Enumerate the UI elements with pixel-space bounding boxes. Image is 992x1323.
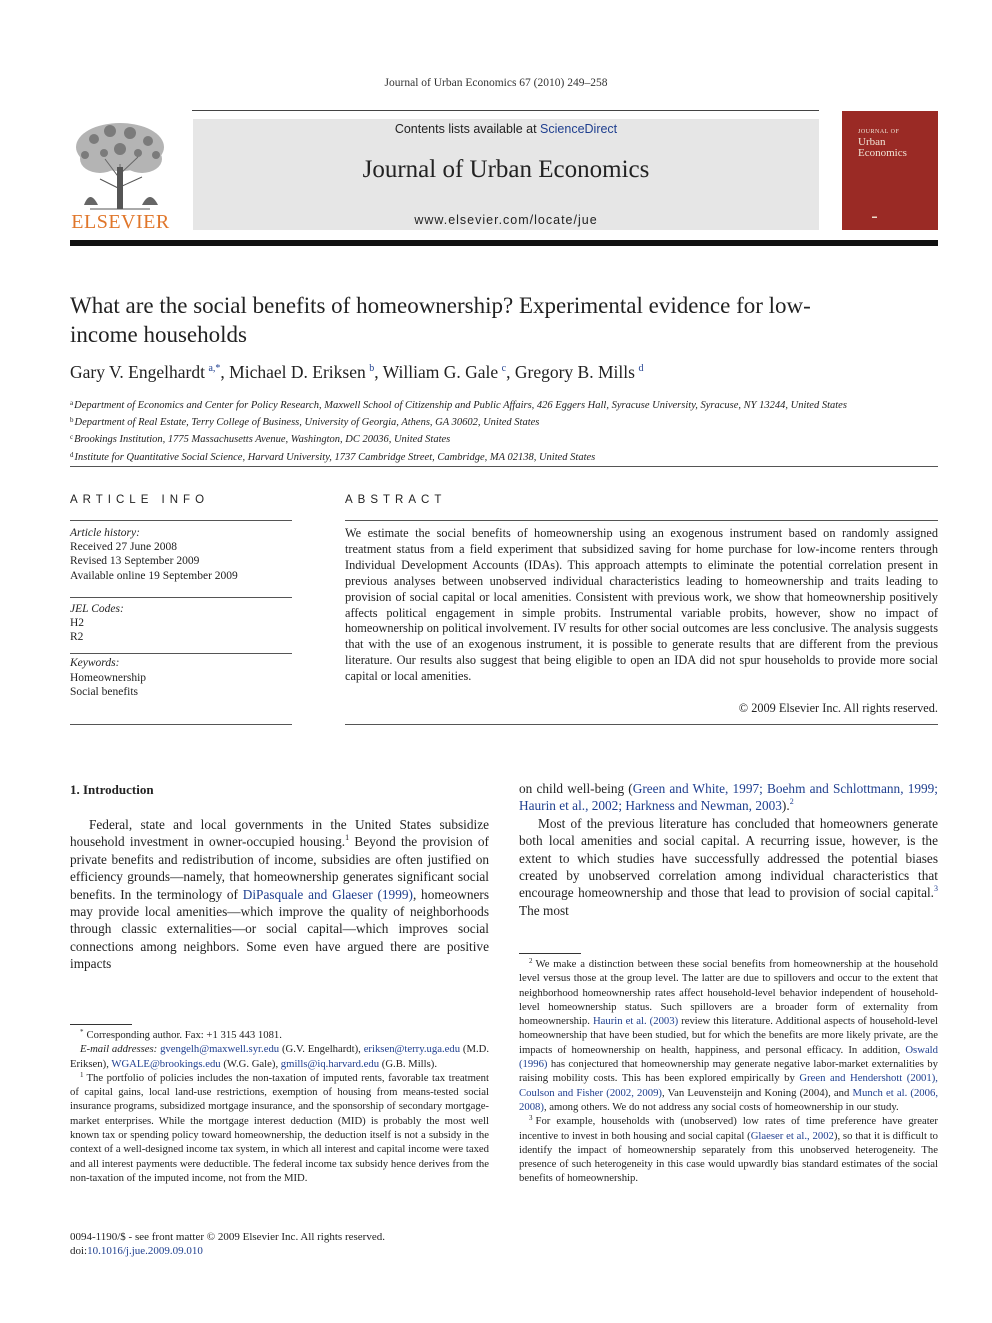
- footnote-3: [519, 1114, 938, 1185]
- citation-link[interactable]: Green and Hendershott (2001), Coulson and Fisher (2002, 2009): [519, 1072, 938, 1099]
- title-divider: [70, 466, 938, 467]
- keyword: Social benefits: [70, 685, 139, 698]
- affiliation-key: d: [70, 450, 74, 459]
- author-affiliation-ref[interactable]: d: [638, 363, 644, 374]
- doi-label: doi:: [70, 1245, 88, 1258]
- cover-title-line2: Economics: [858, 147, 907, 159]
- text-run: on child well-being (: [519, 781, 633, 796]
- author-list: [70, 362, 643, 383]
- journal-citation: Journal of Urban Economics 67 (2010) 249–258: [384, 77, 608, 89]
- contents-line: [193, 122, 819, 136]
- journal-banner: [193, 119, 819, 230]
- email-link[interactable]: gmills@iq.harvard.edu: [280, 1057, 380, 1070]
- footnote-rule-left: [70, 1024, 132, 1025]
- affiliation-d: [70, 448, 938, 465]
- footnote-2: [519, 957, 938, 1114]
- author-name: Michael D. Eriksen: [229, 362, 366, 382]
- text-run: , Van Leuvensteijn and Koning (2004), and: [661, 1086, 853, 1099]
- cover-imprint-mark: ▬: [872, 214, 877, 220]
- email-link[interactable]: WGALE@brookings.edu: [111, 1057, 221, 1070]
- affiliation-text: Institute for Quantitative Social Science, Harvard University, 1737 Cambridge Street, Cambridge, MA 02138, United States: [74, 451, 596, 463]
- info-bottom-rule: [70, 724, 292, 725]
- author-separator: ,: [220, 362, 230, 382]
- doi-line: [70, 1244, 385, 1258]
- email-link[interactable]: gvengelh@maxwell.syr.edu: [160, 1043, 280, 1056]
- section-heading-introduction: 1. Introduction: [70, 782, 154, 797]
- author-affiliation-ref[interactable]: c: [501, 363, 507, 374]
- intro-paragraph-continued: [519, 780, 938, 815]
- article-info-heading: ARTICLE INFO: [70, 494, 210, 506]
- body-right-column: [519, 780, 938, 919]
- text-run: Federal, state and local governments in the United States subsidize household investment in owner-occupied housing.: [70, 817, 489, 850]
- history-revised: Revised 13 September 2009: [70, 555, 200, 568]
- affiliation-text: Department of Economics and Center for Policy Research, Maxwell School of Citizenship and Public Affairs, 426 Eggers Hall, Syracuse University, Syracuse, NY 13244, United States: [74, 400, 847, 411]
- header-rule: [192, 110, 819, 111]
- footnote-rule-right: [519, 953, 581, 954]
- keyword: Homeownership: [70, 671, 147, 684]
- author-affiliation-ref[interactable]: a,*: [208, 363, 221, 374]
- footnote-corresponding: [70, 1028, 489, 1042]
- text-run: , homeowners may provide local amenities—which improve the quality of neighborhoods through classic externalities—or social capital—which improves social connections among neighbors. Some even have argued there are positive impacts: [70, 886, 489, 972]
- text-run: We make a distinction between these social benefits from homeownership at the household level versus those at the group level. The latter are due to spillovers and occur to the extent that neighborhood homeownership rates affect household-level behavior independent of household-level homeownership status. Such spillovers are a broader form of externality from homeownership.: [519, 958, 938, 1028]
- email-link[interactable]: eriksen@terry.uga.edu: [363, 1043, 461, 1056]
- footnote-ref[interactable]: 2: [789, 797, 794, 807]
- jel-label: JEL Codes:: [70, 602, 124, 615]
- abstract-bottom-rule: [345, 724, 938, 725]
- text-run: Corresponding author. Fax: +1 315 443 1081.: [86, 1029, 282, 1041]
- elsevier-tree-icon: [70, 119, 171, 211]
- text-run: Most of the previous literature has concluded that homeowners generate both local amenities and social capital. A recurring issue, however, is the extent to which studies have successfully addressed the potential biases created by unobserved correlation among individual characteristics that encourage homeownership and those that lead to provision of social capital.: [519, 815, 938, 901]
- journal-cover: [842, 111, 938, 230]
- text-run: The most: [519, 902, 569, 918]
- author-name: Gary V. Engelhardt: [70, 362, 205, 382]
- email-owner: (W.G. Gale),: [220, 1057, 281, 1070]
- footnote-1: [70, 1071, 489, 1185]
- jel-code: R2: [70, 631, 84, 644]
- text-run: For example, households with (unobserved) low rates of time preference have greater incentive to invest in both housing and social capital (: [519, 1115, 938, 1142]
- article-info: [70, 526, 292, 699]
- intro-paragraph: [70, 816, 489, 973]
- doi-link[interactable]: 10.1016/j.jue.2009.09.010: [87, 1245, 203, 1258]
- issn-line: 0094-1190/$ - see front matter © 2009 Elsevier Inc. All rights reserved.: [70, 1231, 385, 1243]
- footnote-marker: 2: [529, 957, 533, 965]
- text-run: Beyond the provision of private benefits and redistribution of income, subsidies are often justified on efficiency grounds—namely, that homeownership generates significant social benefits. In the terminology of: [70, 834, 489, 902]
- abstract-heading: ABSTRACT: [345, 494, 447, 506]
- author-separator: ,: [374, 362, 383, 382]
- text-run: review this literature. Additional aspects of household-level homeownership that have been studied, but for which the benefits are more likely private, are the impacts of homeownership on health, happiness, and personal efficacy. In addition,: [519, 1015, 938, 1056]
- cover-small-text: JOURNAL OF: [858, 129, 900, 135]
- history-received: Received 27 June 2008: [70, 541, 177, 554]
- email-owner: (G.B. Mills).: [379, 1057, 437, 1070]
- footnotes-left: [70, 1028, 489, 1185]
- footnote-ref[interactable]: 1: [345, 833, 350, 843]
- citation-link[interactable]: Oswald (1996): [519, 1043, 938, 1071]
- author-name: William G. Gale: [382, 362, 499, 382]
- email-owner: (M.D. Eriksen),: [70, 1043, 490, 1070]
- intro-paragraph: [519, 815, 938, 919]
- journal-url-link[interactable]: www.elsevier.com/locate/jue: [414, 213, 598, 227]
- author-affiliation-ref[interactable]: b: [369, 363, 375, 374]
- footnote-emails: [70, 1042, 489, 1071]
- corresponding-star: *: [80, 1028, 84, 1036]
- keywords-label: Keywords:: [70, 657, 120, 670]
- text-run: has conjectured that homeownership may generate negative labor-market externalities by raising mobility costs. This has been explored empirically by: [519, 1058, 938, 1085]
- publisher-wordmark: ELSEVIER: [71, 211, 170, 233]
- history-label: Article history:: [70, 527, 140, 539]
- sciencedirect-link[interactable]: ScienceDirect: [540, 122, 618, 136]
- cover-title-line1: Urban: [858, 136, 886, 148]
- jel-code: H2: [70, 617, 85, 630]
- footnotes-right: [519, 957, 938, 1186]
- abstract-rule: [345, 520, 938, 521]
- abstract-text: We estimate the social benefits of homeownership using an exogenous instrument based on randomly assigned treatment status from a field experiment that subsidized saving for home purchase for low-income renters through Individual Development Accounts (IDAs). This approach attempts to eliminate the potential correlation present in previous analyses between unobserved individual characteristics leading to homeownership and traits leading to provision of social capital or local amenities. Consistent with previous work, we show that homeownership positively affects political engagement in simple probits. Instrumental variable probits, however, show no impact of homeownership on political involvement. IV results for other social outcomes are less conclusive. The analysis suggests that with the use of an exogenous instrument, it is possible to generate results that are different from the previous literature. Our results also suggest that being eligible to open an IDA did not spur households to provide more social capital or local amenities.: [345, 526, 938, 684]
- author-separator: ,: [506, 362, 515, 382]
- affiliation-b: [70, 413, 938, 430]
- citation-link[interactable]: Munch et al. (2006, 2008): [519, 1086, 939, 1113]
- footnote-marker: 1: [80, 1070, 84, 1079]
- text-run: , among others. We do not address any social costs of homeownership in our study.: [543, 1100, 899, 1113]
- affiliation-a: [70, 396, 938, 413]
- contents-prefix: Contents lists available at: [394, 122, 541, 136]
- affiliations: [70, 396, 938, 465]
- history-online: Available online 19 September 2009: [70, 569, 238, 582]
- info-divider-1: [70, 597, 292, 598]
- citation-link[interactable]: DiPasquale and Glaeser (1999): [242, 886, 413, 902]
- affiliation-key: b: [70, 416, 74, 425]
- footnote-marker: 3: [529, 1114, 533, 1123]
- footnote-ref[interactable]: 3: [934, 884, 938, 894]
- citation-link[interactable]: Green and White, 1997; Boehm and Schlottmann, 1999; Haurin et al., 2002; Harkness and Newman, 2003: [519, 781, 938, 814]
- affiliation-key: c: [70, 433, 74, 442]
- author-name: Gregory B. Mills: [514, 362, 635, 382]
- citation-link[interactable]: Glaeser et al., 2002: [750, 1129, 834, 1142]
- citation-link[interactable]: Haurin et al. (2003): [592, 1015, 679, 1028]
- email-label: E-mail addresses:: [80, 1043, 158, 1056]
- body-left-column: [70, 816, 489, 973]
- affiliation-text: Brookings Institution, 1775 Massachusetts Avenue, Washington, DC 20036, United States: [74, 434, 451, 446]
- front-matter-notice: [70, 1230, 385, 1259]
- affiliation-text: Department of Real Estate, Terry College of Business, University of Georgia, Athens, GA 30602, United States: [74, 417, 540, 429]
- text-run: ), so that it is difficult to identify the impact of homeownership separately from this unobserved heterogeneity. The presence of such heterogeneity in this case would upwardly bias standard estimates of the social benefits of homeownership.: [519, 1129, 939, 1185]
- journal-title: Journal of Urban Economics: [362, 156, 650, 183]
- copyright-notice: © 2009 Elsevier Inc. All rights reserved.: [738, 701, 938, 715]
- affiliation-key: a: [70, 399, 74, 407]
- text-run: ).: [781, 798, 790, 814]
- info-divider-2: [70, 653, 292, 654]
- affiliation-c: [70, 430, 938, 447]
- article-info-rule: [70, 520, 292, 521]
- article-title: What are the social benefits of homeownership? Experimental evidence for low-income households: [70, 293, 811, 347]
- text-run: The portfolio of policies includes the non-taxation of imputed rents, favorable tax treatment of capital gains, local land-use restrictions, exemption of housing from means-tested social insurance programs, subsidized mortgage insurance, and the sponsorship of secondary mortgage-market enterprises. While the mortgage interest deduction (MID) is probably the most well known tax or spending policy toward homeownership, the deduction itself is not a subsidy in the context of a well-designed income tax system, in which all interest and capital income were taxed and all interest payments were deductible. The federal income tax subsidy hence derives from the non-taxation of the imputed income, not from the MID.: [70, 1071, 489, 1184]
- email-owner: (G.V. Engelhardt),: [279, 1043, 364, 1056]
- header-thick-rule: [70, 240, 938, 246]
